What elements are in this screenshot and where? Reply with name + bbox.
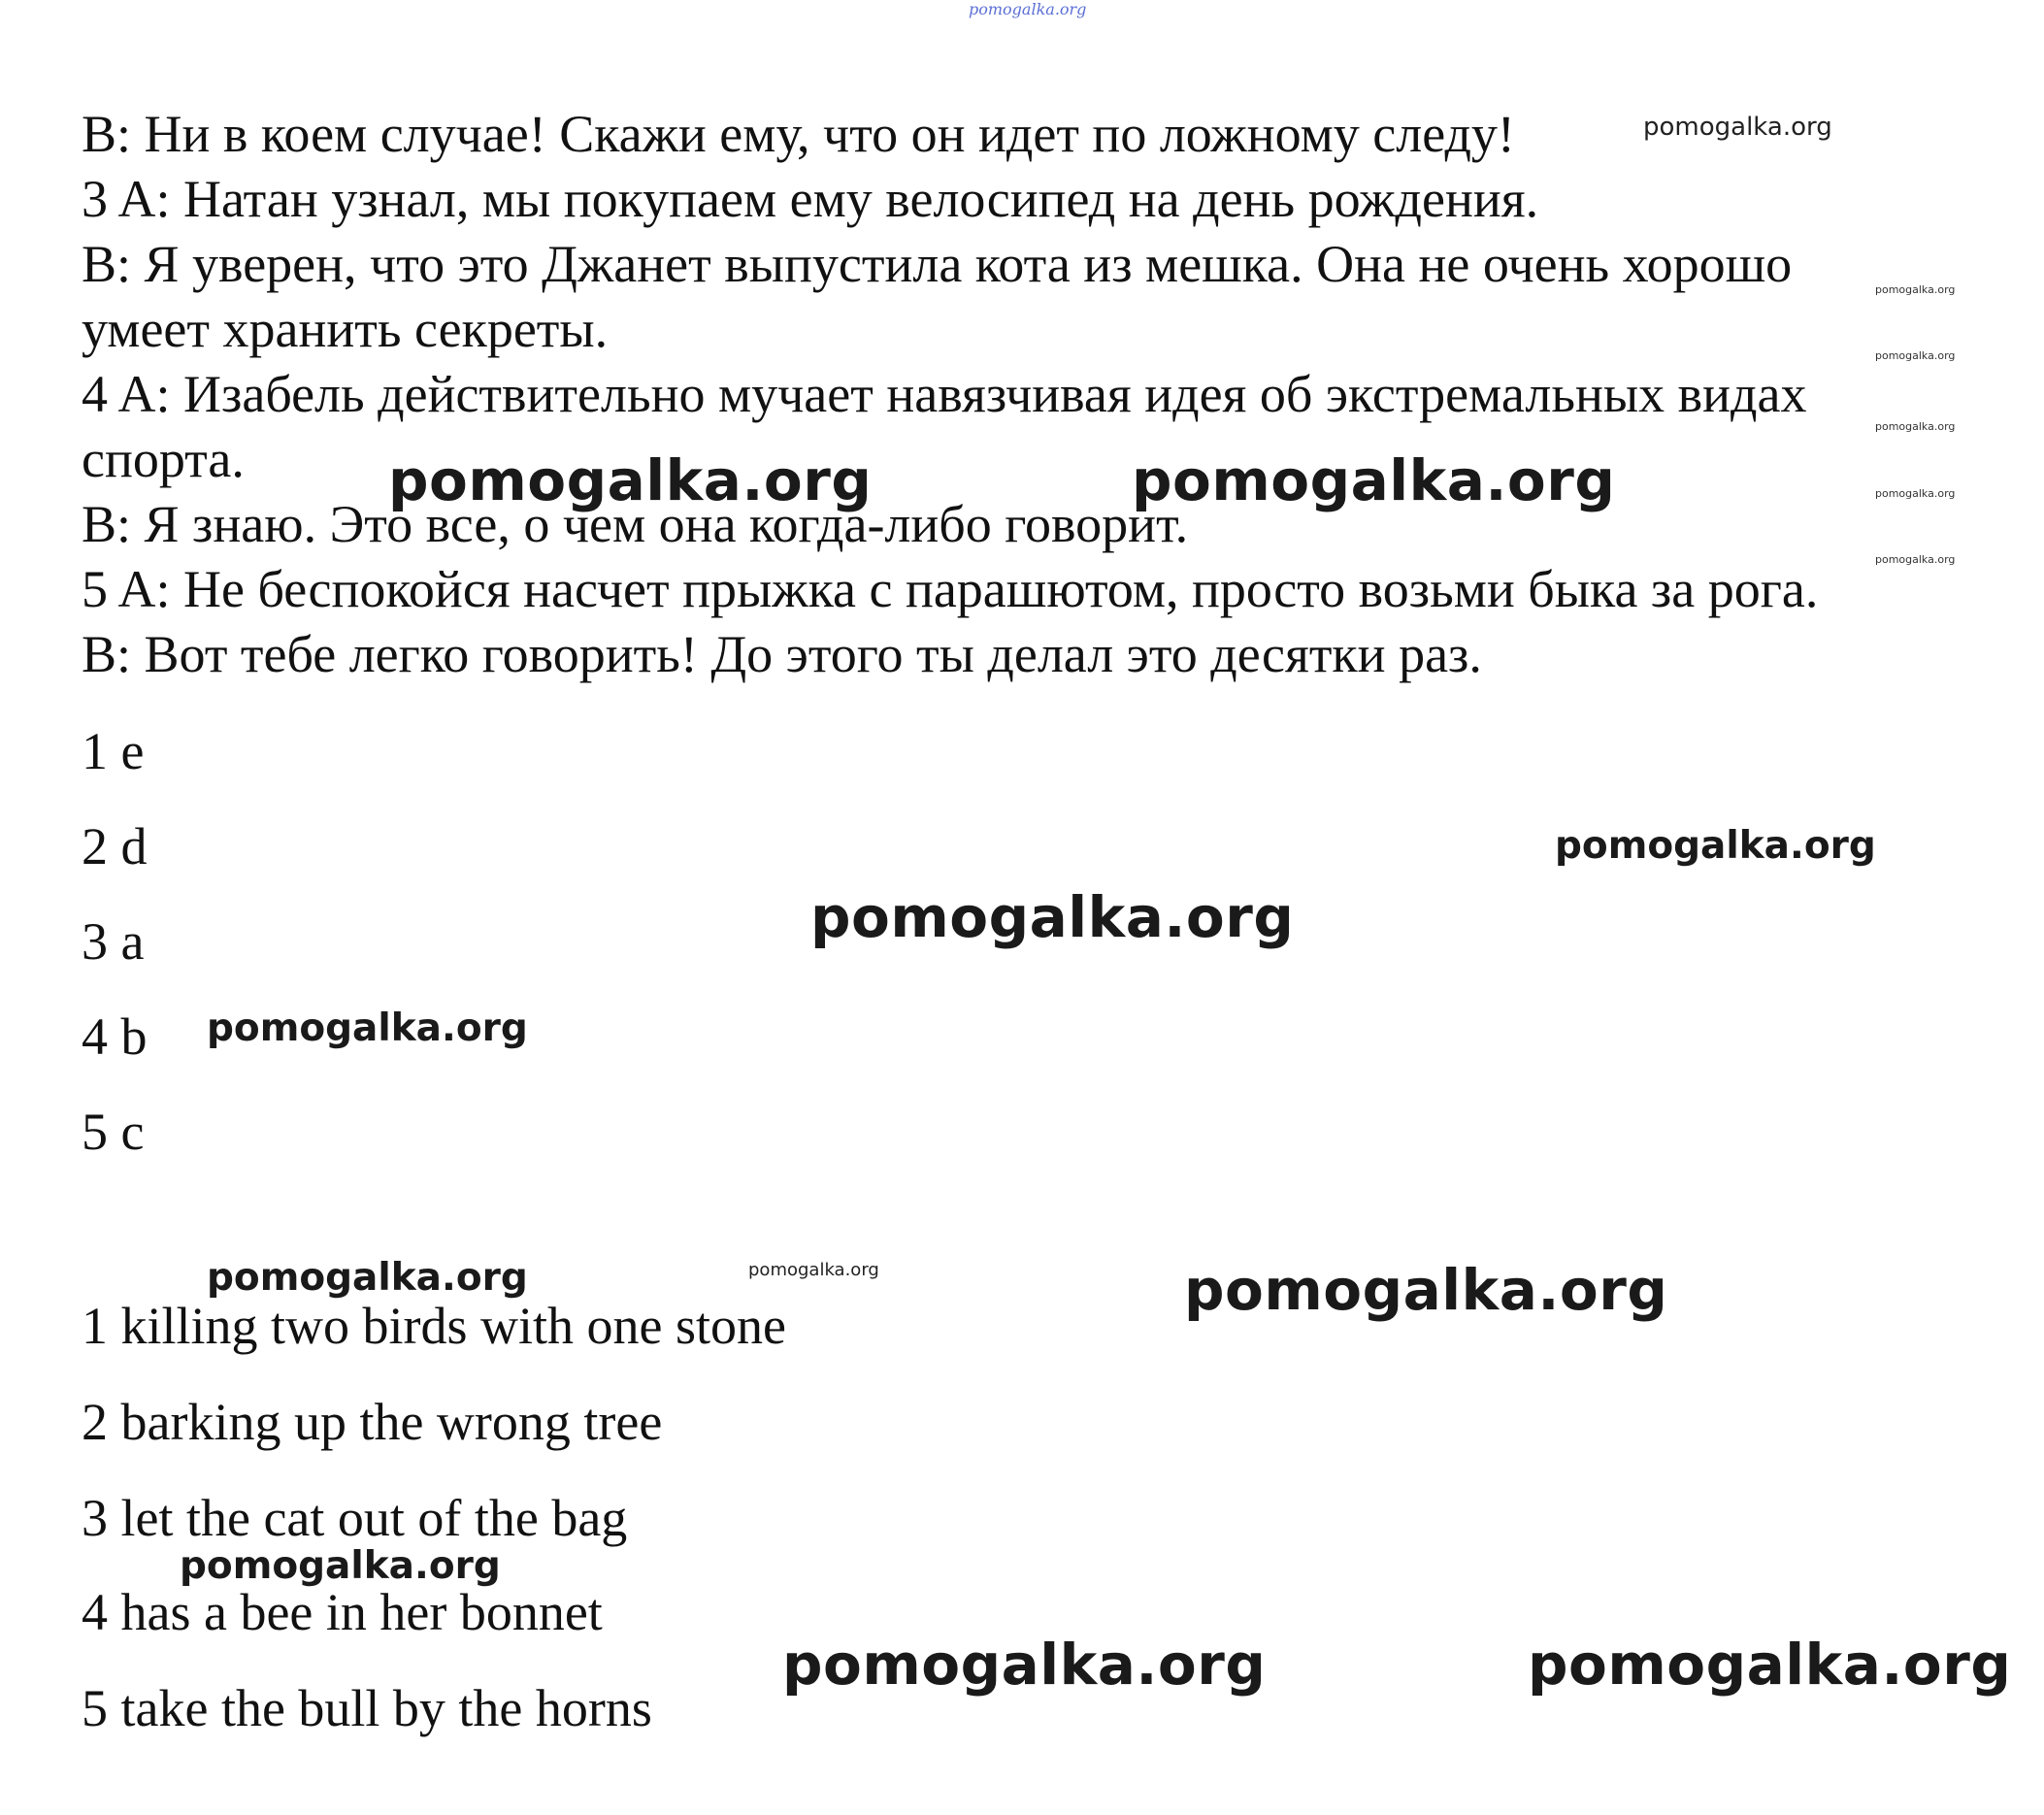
- dialogue-line-8: 5 A: Не беспокойся насчет прыжка с парашютом, просто возьми быка за рога.: [82, 560, 1819, 618]
- answer-match-1: 1 e: [82, 722, 145, 780]
- watermark: pomogalka.org: [1643, 113, 1832, 142]
- dialogue-line-4: умеет хранить секреты.: [82, 300, 609, 358]
- dialogue-line-7: B: Я знаю. Это все, о чем она когда-либо говорит.: [82, 495, 1189, 553]
- answer-phrase-3: 3 let the cat out of the bag: [82, 1489, 628, 1547]
- watermark: pomogalka.org: [1875, 349, 1956, 362]
- answer-phrase-5: 5 take the bull by the horns: [82, 1679, 652, 1737]
- watermark: pomogalka.org: [1132, 447, 1616, 513]
- dialogue-line-6: спорта.: [82, 430, 245, 488]
- watermark: pomogalka.org: [180, 1544, 501, 1588]
- watermark: pomogalka.org: [207, 1256, 528, 1300]
- dialogue-line-3: B: Я уверен, что это Джанет выпустила кота из мешка. Она не очень хорошо: [82, 235, 1793, 293]
- dialogue-line-9: B: Вот тебе легко говорить! До этого ты делал это десятки раз.: [82, 625, 1482, 683]
- watermark: pomogalka.org: [1875, 420, 1956, 433]
- answer-match-2: 2 d: [82, 817, 148, 875]
- watermark: pomogalka.org: [810, 884, 1295, 950]
- answer-phrase-4: 4 has a bee in her bonnet: [82, 1583, 603, 1641]
- watermark: pomogalka.org: [1875, 487, 1956, 500]
- watermark: pomogalka.org: [207, 1006, 528, 1050]
- watermark: pomogalka.org: [1875, 283, 1956, 296]
- watermark: pomogalka.org: [1555, 824, 1876, 868]
- answer-match-5: 5 c: [82, 1103, 145, 1161]
- dialogue-line-1: B: Ни в коем случае! Скажи ему, что он идет по ложному следу!: [82, 105, 1515, 163]
- answer-match-4: 4 b: [82, 1007, 148, 1066]
- answer-phrase-2: 2 barking up the wrong tree: [82, 1393, 663, 1451]
- watermark: pomogalka.org: [1528, 1632, 2012, 1698]
- watermark: pomogalka.org: [748, 1260, 879, 1280]
- dialogue-line-2: 3 A: Натан узнал, мы покупаем ему велосипед на день рождения.: [82, 170, 1539, 228]
- watermark: pomogalka.org: [782, 1632, 1267, 1698]
- dialogue-line-5: 4 A: Изабель действительно мучает навязчивая идея об экстремальных видах: [82, 365, 1807, 423]
- watermark: pomogalka.org: [388, 447, 873, 513]
- watermark: pomogalka.org: [1184, 1257, 1668, 1323]
- watermark: pomogalka.org: [1875, 553, 1956, 566]
- watermark: pomogalka.org: [969, 0, 1087, 18]
- answer-match-3: 3 a: [82, 912, 145, 971]
- answer-phrase-1: 1 killing two birds with one stone: [82, 1297, 786, 1355]
